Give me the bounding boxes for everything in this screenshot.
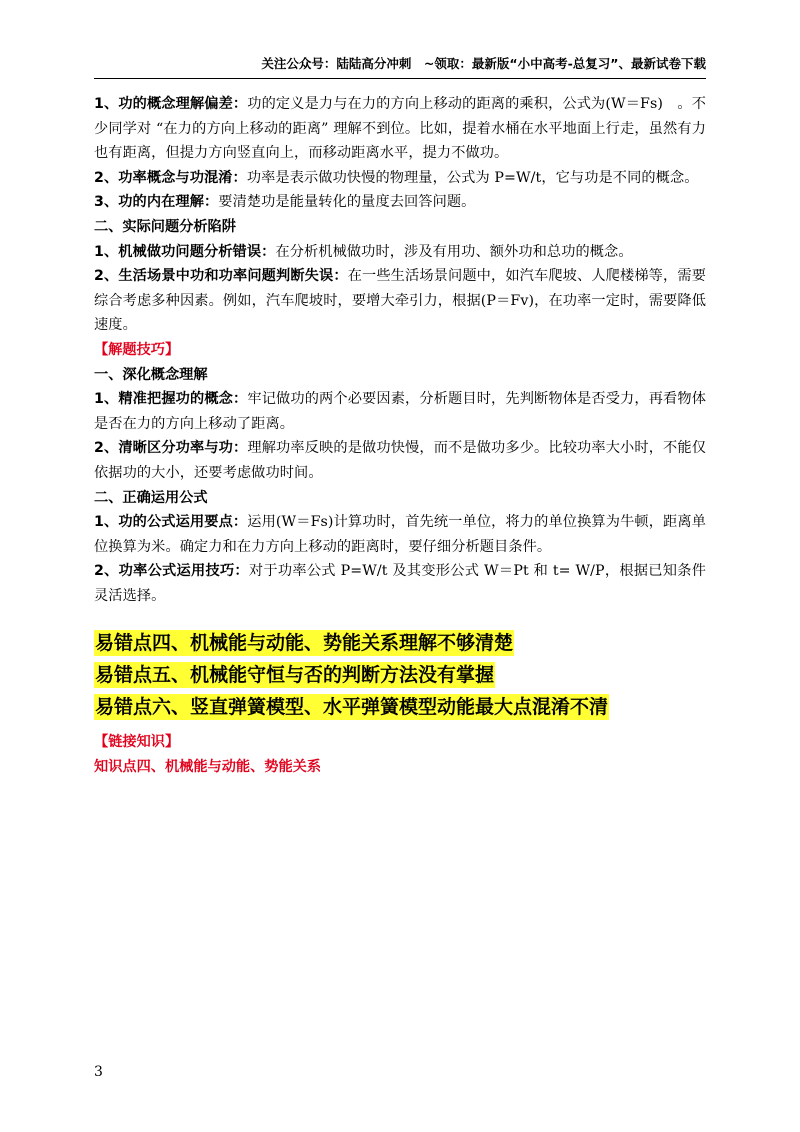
page-number: 3 (94, 1064, 103, 1080)
tips-heading-formulas: 二、正确运用公式 (94, 489, 208, 506)
tip-text: 牢记做功的两个必要因素，分析题目时，先判断物体是否受力，再看物体是否在力的方向上移动了距离。 (94, 391, 706, 432)
error-points-section (94, 628, 706, 724)
error-point-four: 易错点四、机械能与动能、势能关系理解不够清楚 (95, 632, 514, 655)
pitfall-item-power-concept (94, 166, 706, 191)
tip-text: 运用(W＝Fs)计算功时，首先统一单位，将力的单位换算为牛顿，距离单位换算为米。确定力和在力方向上移动的距离时，要仔细分析题目条件。 (94, 514, 706, 555)
knowledge-point-title: 知识点四、机械能与动能、势能关系 (94, 759, 322, 776)
trap-item-machine-work (94, 240, 706, 265)
pitfall-item-work-inner (94, 190, 706, 215)
trap-label: 1、机械做功问题分析错误： (94, 243, 276, 260)
tip-label: 1、功的公式运用要点： (94, 514, 248, 531)
tip-text: 理解功率反映的是做功快慢，而不是做功多少。比较功率大小时，不能仅依据功的大小，还要考虑做功时间。 (94, 440, 706, 481)
tip-item-work-formula (94, 510, 706, 559)
pitfall-label: 3、功的内在理解： (94, 194, 219, 211)
tip-item-power-vs-work (94, 436, 706, 485)
pitfall-text: 功的定义是力与在力的方向上移动的距离的乘积，公式为(W＝Fs) 。不少同学对 “在力的方向上移动的距离” 理解不到位。比如，提着水桶在水平地面上行走，虽然有力也有距离，但提力方向竖直向上，而移动距离水平，提力不做功。 (94, 96, 706, 162)
tip-item-work-concept (94, 387, 706, 436)
trap-text: 在一些生活场景问题中，如汽车爬坡、人爬楼梯等，需要综合考虑多种因素。例如，汽车爬坡时，要增大牵引力，根据(P＝Fv)，在功率一定时，需要降低速度。 (94, 268, 706, 334)
subheading-practical-traps: 二、实际问题分析陷阱 (94, 218, 236, 235)
tip-item-power-formula (94, 559, 706, 608)
page-header: 关注公众号：陆陆高分冲刺 ~领取：最新版“小中高考-总复习”、最新试卷下载 (261, 56, 706, 71)
tips-heading-concepts: 一、深化概念理解 (94, 366, 208, 383)
trap-item-life-scenario (94, 264, 706, 338)
pitfall-label: 2、功率概念与功混淆： (94, 169, 247, 186)
header-rule (94, 78, 706, 79)
trap-text: 在分析机械做功时，涉及有用功、额外功和总功的概念。 (275, 243, 633, 260)
link-knowledge-tag: 【链接知识】 (94, 734, 180, 751)
tip-text: 对于功率公式 P=W/t 及其变形公式 W＝Pt 和 t= W/P，根据已知条件灵活选择。 (94, 563, 706, 604)
pitfall-text: 功率是表示做功快慢的物理量，公式为 P=W/t，它与功是不同的概念。 (246, 169, 699, 186)
page-content (94, 92, 706, 780)
pitfall-text: 要清楚功是能量转化的量度去回答问题。 (218, 194, 476, 211)
tip-label: 2、功率公式运用技巧： (94, 563, 249, 580)
error-point-five: 易错点五、机械能守恒与否的判断方法没有掌握 (95, 664, 495, 687)
error-point-six: 易错点六、竖直弹簧模型、水平弹簧模型动能最大点混淆不清 (95, 696, 609, 719)
tip-label: 1、精准把握功的概念： (94, 391, 248, 408)
trap-label: 2、生活场景中功和功率问题判断失误： (94, 268, 348, 285)
pitfall-label: 1、功的概念理解偏差： (94, 96, 248, 112)
pitfall-item-work-concept (94, 92, 706, 166)
tips-tag: 【解题技巧】 (94, 341, 180, 358)
tip-label: 2、清晰区分功率与功： (94, 440, 248, 457)
